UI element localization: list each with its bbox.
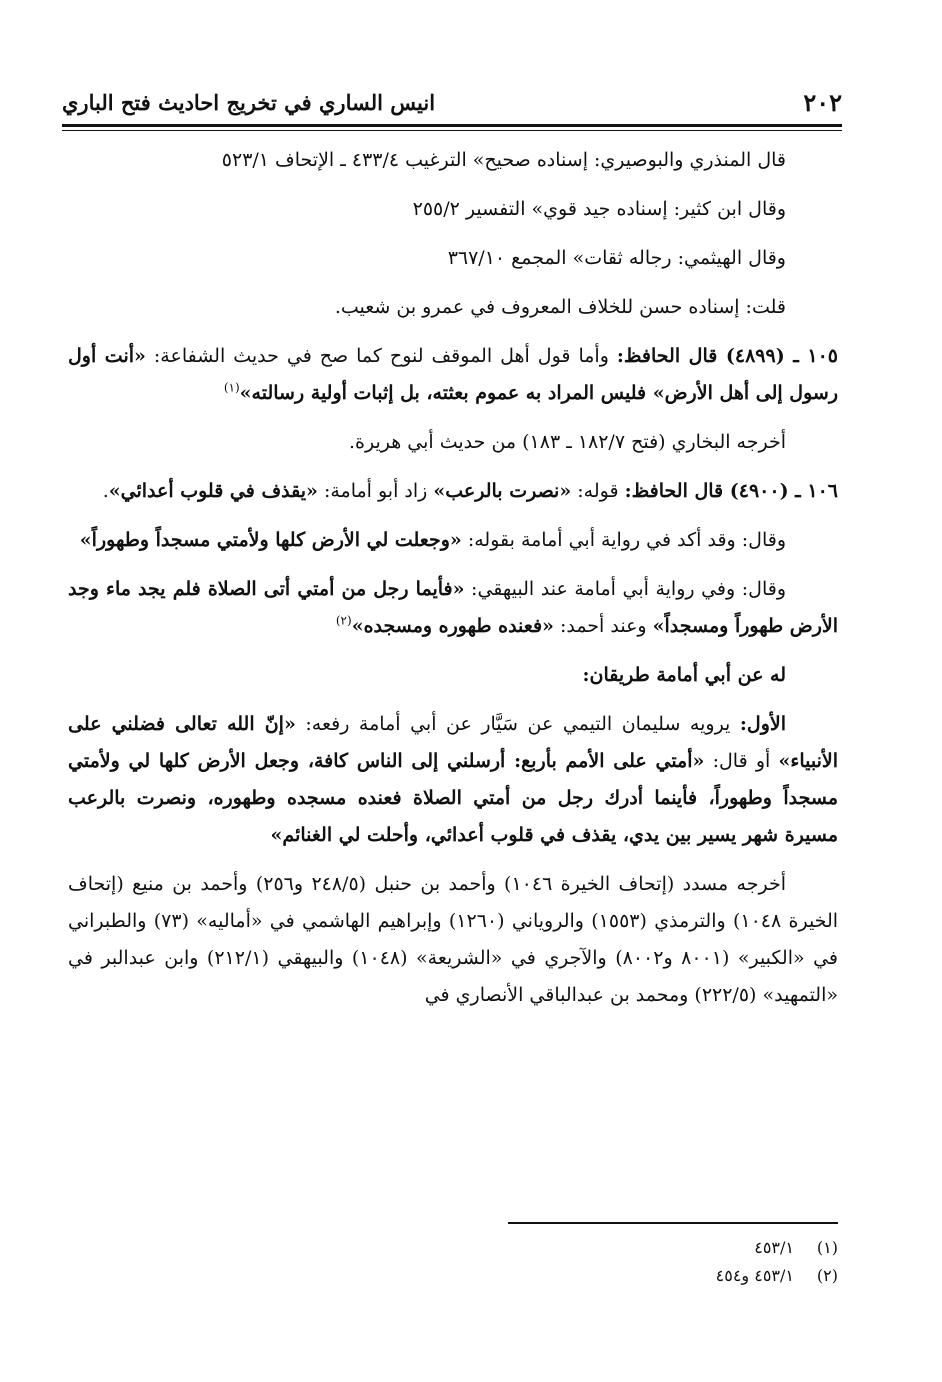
entry-number: ١٠٥ ـ (٤٨٩٩) قال الحافظ: bbox=[616, 345, 839, 367]
footnote-rule bbox=[508, 1222, 838, 1224]
hadith-quote: «أمتي على الأمم بأربع: أرسلني إلى الناس كافة، وجعل الأرض كلها لي ولأمتي مسجداً وطهوراً، فأينما أدرك رجل من أمتي الصلاة فعنده مسجده وطهوره، ونصرت بالرعب مسيرة شهر يسير بين يدي، يقذف في قلوب أعدائي، وأحلت لي الغنائم» bbox=[68, 750, 838, 846]
footnote-text: ٤٥٣/١ bbox=[754, 1238, 794, 1257]
footnote bbox=[68, 1262, 838, 1290]
footnote-number: (٢) bbox=[816, 1266, 838, 1285]
entry-number: ١٠٦ ـ (٤٩٠٠) قال الحافظ: bbox=[624, 480, 838, 502]
paragraph: قال المنذري والبوصيري: إسناده صحيح» الترغيب ٤٣٣/٤ ـ الإتحاف ٥٢٣/١ bbox=[221, 149, 786, 171]
paragraph bbox=[68, 706, 838, 854]
entry-text: أو قال: bbox=[712, 750, 771, 772]
entry-text: قوله: bbox=[577, 480, 619, 502]
entry-text: وأما قول أهل الموقف لنوح كما صح في حديث الشفاعة: bbox=[153, 345, 609, 367]
paragraph: أخرجه مسدد (إتحاف الخيرة ١٠٤٦) وأحمد بن حنبل (٢٤٨/٥ و٢٥٦) وأحمد بن منيع (إتحاف الخيرة ١٠٤٨) والترمذي (١٥٥٣) والروياني (١٢٦٠) وإبراهيم الهاشمي في «أماليه» (٧٣) والطبراني في «الكبير» (٨٠٠١ و٨٠٠٢) والآجري في «الشريعة» (١٠٤٨) والبيهقي (٢١٢/١) وابن عبدالبر في «التمهيد» (٢٢٢/٥) ومحمد بن عبدالباقي الأنصاري في bbox=[68, 873, 839, 1006]
page-number: ٢٠٢ bbox=[803, 87, 842, 117]
footnote bbox=[68, 1234, 838, 1262]
footnote-ref: (١) bbox=[223, 380, 240, 395]
hadith-entry-105 bbox=[68, 338, 838, 412]
entry-text: . bbox=[102, 480, 109, 502]
paragraph: أخرجه البخاري (فتح ١٨٢/٧ ـ ١٨٣) من حديث أبي هريرة. bbox=[348, 431, 786, 453]
hadith-quote: «فأيما رجل من أمتي أتى الصلاة فلم يجد ماء وجد الأرض طهوراً ومسجداً» bbox=[68, 578, 838, 637]
paragraph bbox=[68, 522, 838, 559]
header-rule-thin bbox=[62, 130, 842, 131]
entry-text: وقال: وقد أكد في رواية أبي أمامة بقوله: bbox=[467, 529, 786, 551]
hadith-quote: «أنت أول رسول إلى أهل الأرض» فليس المراد به عموم بعثته، بل إثبات أولية رسالته» bbox=[68, 345, 838, 404]
entry-text: وعند أحمد: bbox=[559, 615, 647, 637]
section-heading: له عن أبي أمامة طريقان: bbox=[582, 664, 786, 686]
entry-text: يرويه سليمان التيمي عن سَيَّار عن أبي أمامة رفعه: bbox=[305, 713, 731, 735]
hadith-quote: «إنّ الله تعالى فضلني على الأنبياء» bbox=[68, 713, 838, 772]
entry-text: زاد أبو أمامة: bbox=[323, 480, 428, 502]
page-header bbox=[62, 82, 842, 122]
footnotes bbox=[68, 1234, 838, 1290]
paragraph: وقال ابن كثير: إسناده جيد قوي» التفسير ٢٥٥/٢ bbox=[412, 198, 786, 220]
hadith-entry-106 bbox=[68, 473, 838, 510]
running-title: انيس الساري في تخريج احاديث فتح الباري bbox=[62, 89, 436, 115]
hadith-quote: «يقذف في قلوب أعدائي» bbox=[108, 480, 318, 502]
hadith-quote: «وجعلت لي الأرض كلها ولأمتي مسجداً وطهوراً» bbox=[79, 529, 462, 551]
paragraph: وقال الهيثمي: رجاله ثقات» المجمع ٣٦٧/١٠ bbox=[447, 247, 786, 269]
footnote-number: (١) bbox=[816, 1238, 838, 1257]
path-label: الأول: bbox=[739, 713, 786, 735]
paragraph: قلت: إسناده حسن للخلاف المعروف في عمرو بن شعيب. bbox=[334, 296, 786, 318]
entry-text: وقال: وفي رواية أبي أمامة عند البيهقي: bbox=[471, 578, 786, 600]
header-rule bbox=[62, 124, 842, 127]
hadith-quote: «فعنده طهوره ومسجده» bbox=[351, 615, 554, 637]
hadith-quote: «نصرت بالرعب» bbox=[433, 480, 572, 502]
footnote-text: ٤٥٣/١ و٤٥٤ bbox=[715, 1266, 794, 1285]
footnote-ref: (٢) bbox=[335, 613, 352, 628]
page-body bbox=[68, 142, 838, 1026]
paragraph bbox=[68, 571, 838, 645]
